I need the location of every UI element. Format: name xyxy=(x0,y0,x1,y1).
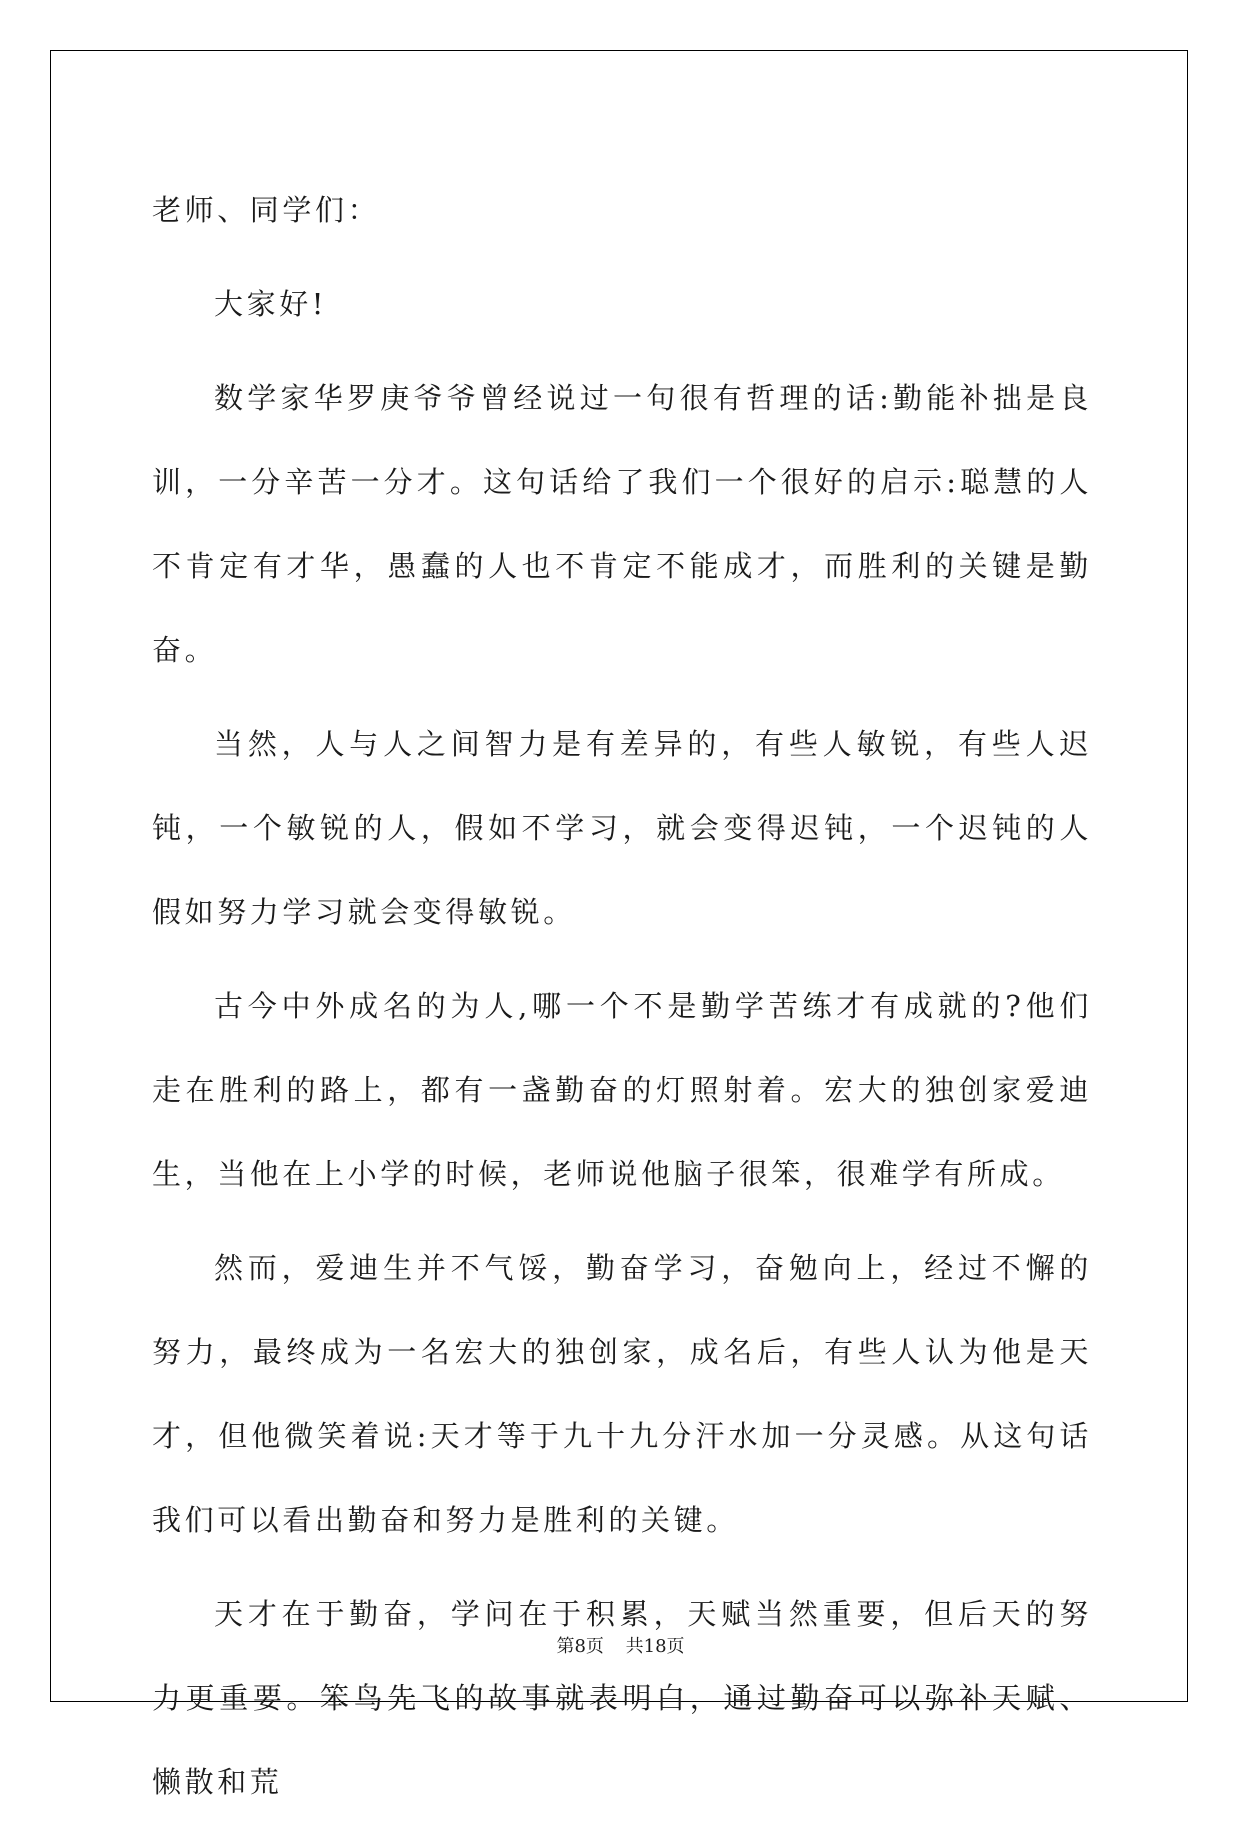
paragraph: 古今中外成名的为人,哪一个不是勤学苦练才有成就的?他们走在胜利的路上，都有一盏勤奋的灯照射着。宏大的独创家爱迪生，当他在上小学的时候，老师说他脑子很笨，很难学有所成。 xyxy=(152,989,1092,1191)
paragraph-greeting: 大家好! xyxy=(214,287,328,321)
current-page-number: 第8页 xyxy=(556,1636,604,1657)
paragraph: 天才在于勤奋，学问在于积累，天赋当然重要，但后天的努力更重要。笨鸟先飞的故事就表明白，通过勤奋可以弥补天赋、懒散和荒 xyxy=(152,1597,1092,1799)
paragraph: 数学家华罗庚爷爷曾经说过一句很有哲理的话:勤能补拙是良训，一分辛苦一分才。这句话给了我们一个很好的启示:聪慧的人不肯定有才华，愚蠢的人也不肯定不能成才，而胜利的关键是勤奋。 xyxy=(152,381,1092,667)
paragraph: 然而，爱迪生并不气馁，勤奋学习，奋勉向上，经过不懈的努力，最终成为一名宏大的独创家，成名后，有些人认为他是天才，但他微笑着说:天才等于九十九分汗水加一分灵感。从这句话我们可以看出勤奋和努力是胜利的关键。 xyxy=(152,1251,1092,1537)
salutation: 老师、同学们： xyxy=(152,193,381,227)
total-pages: 共18页 xyxy=(625,1636,685,1657)
page-footer xyxy=(0,1632,1241,1658)
document-body xyxy=(152,168,1092,1834)
paragraph: 当然，人与人之间智力是有差异的，有些人敏锐，有些人迟钝，一个敏锐的人，假如不学习，就会变得迟钝，一个迟钝的人假如努力学习就会变得敏锐。 xyxy=(152,727,1092,929)
